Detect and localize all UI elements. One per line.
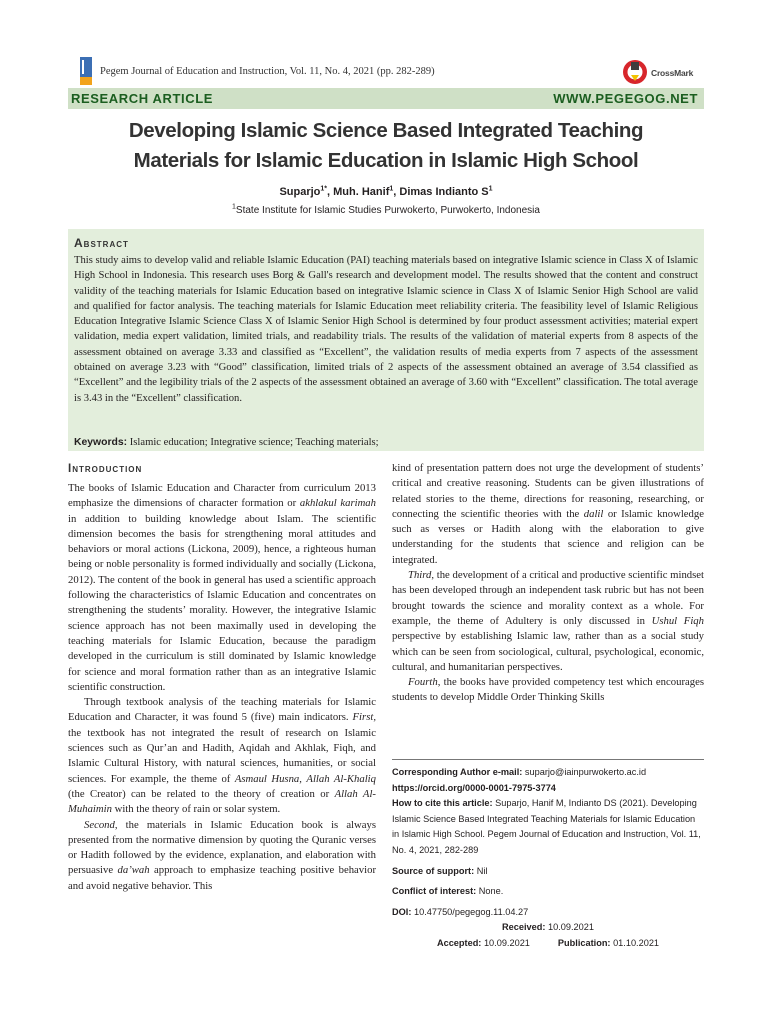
how-to-cite-text: Suparjo, Hanif M, Indianto DS (2021). Developing Islamic Science Based Integrated Teaching Materials for Islamic Education in Islamic High School. Pegem Journal of Education and Instruction, Vol. 11, No. 4, 2021, 282-289 bbox=[392, 798, 701, 855]
doi-link[interactable]: 10.47750/pegegog.11.04.27 bbox=[413, 906, 529, 917]
text-run: perspective by establishing Islamic law, rather than as a social study which can be seen from sociological, cultural, psychological, economic, cultural, and humanitarian perspectives. bbox=[392, 630, 704, 673]
publication-group bbox=[558, 936, 659, 952]
introduction-heading: Introduction bbox=[68, 463, 143, 475]
crossmark-icon bbox=[622, 59, 648, 85]
affiliation-marker: 1 bbox=[232, 203, 236, 211]
accepted-group bbox=[437, 936, 530, 952]
text-run: , the books have provided competency test which encourages students to develop Middle Order Thinking Skills bbox=[392, 676, 704, 704]
text-run: (the Creator) can be related to the theory of creation or bbox=[68, 787, 335, 800]
italic-term: akhlakul karimah bbox=[299, 497, 376, 510]
italic-term: Allah Al-Muhaimin bbox=[68, 787, 376, 816]
journal-header bbox=[68, 57, 704, 87]
accepted-label: Accepted: bbox=[436, 937, 482, 948]
text-run: or Islamic knowledge such as verses or Hadith along with the elaboration to give understanding for the students that science and religion can be integrated. bbox=[392, 507, 704, 566]
author-3-marker: 1 bbox=[488, 185, 493, 193]
italic-term: Asmaul Husna bbox=[234, 772, 300, 785]
text-run: , the development of a critical and productive scientific mindset has been developed through an independent task rubric but has not been brought towards the science and morality context as a whole. For example, the theme of Adultery is only discussed in bbox=[392, 569, 704, 627]
doi-label: DOI: bbox=[392, 906, 412, 917]
how-to-cite-block bbox=[392, 796, 704, 858]
received-date: 10.09.2021 bbox=[548, 922, 594, 933]
accepted-publication-line bbox=[392, 936, 704, 952]
text-run: , the materials in Islamic Education book is always presented from the normative dimension by quoting the Quranic verses or Hadith followed by the evidence, explanation, and elaboration with persuasive bbox=[68, 818, 376, 877]
publication-label: Publication: bbox=[557, 937, 611, 948]
corresponding-author-line bbox=[392, 765, 704, 781]
paper-title-line-2: Materials for Islamic Education in Islamic High School bbox=[133, 149, 639, 172]
text-run: Through textbook analysis of the teaching materials for Islamic Education and Character, it was found 5 (five) main indicators. bbox=[68, 696, 376, 724]
received-label: Received: bbox=[502, 922, 546, 933]
italic-term: dalil bbox=[583, 507, 604, 520]
corresponding-author-email[interactable]: suparjo@iainpurwokerto.ac.id bbox=[524, 767, 647, 777]
article-type-label: RESEARCH ARTICLE bbox=[71, 91, 214, 106]
keywords-text: Islamic education; Integrative science; Teaching materials; bbox=[129, 437, 379, 448]
text-run: with the theory of rain or solar system. bbox=[111, 803, 281, 816]
text-run: the textbook has not integrated the result of research on Islamic sciences such as Qur’an and Hadith, Aqidah and Akhlak, Fiqh, and Islamic Cultural History, with natural sciences, humanities, or social sciences. For example, the theme of bbox=[68, 726, 376, 785]
text-run: kind of presentation pattern does not urge the development of students’ critical and creative reasoning. Students can be given illustrations of related stories to the theme, directions for reasoning, researching, or connecting the scientific theories with the bbox=[392, 462, 704, 520]
keywords-line bbox=[74, 437, 698, 448]
italic-term: Second bbox=[84, 818, 115, 831]
intro-paragraph-1 bbox=[68, 481, 376, 695]
author-2: , Muh. Hanif bbox=[327, 186, 390, 198]
text-run: The books of Islamic Education and Character from curriculum 2013 emphasize the dimensions of character formation or bbox=[68, 482, 376, 510]
author-list bbox=[68, 186, 704, 198]
paper-title bbox=[68, 116, 704, 176]
text-run: in addition to building knowledge about Islam. The scientific dimension becomes the basis for strengthening moral attitudes and behaviors or moral actions (Lickona, 2009), hence, a righteous human being or noble personality is formed individually and socially (Lickona, 2012). The content of the book in general has used a scientific approach following the characteristics of Islamic Education and concentrates on strengthening the students’ morality. However, the integrative Islamic science approach has not been maximally used in developing the teaching materials for Islamic Education, because the paradigm developed in the curriculum is still dominated by Islamic knowledge for science and moral formation rather than as an integrative Islamic scientific construction. bbox=[68, 512, 376, 693]
body-column-left bbox=[68, 461, 376, 894]
accepted-date: 10.09.2021 bbox=[483, 937, 530, 948]
affiliation-text: State Institute for Islamic Studies Purwokerto, Purwokerto, Indonesia bbox=[235, 205, 540, 216]
doi-line bbox=[392, 905, 704, 921]
paper-title-line-1: Developing Islamic Science Based Integrated Teaching bbox=[128, 119, 644, 142]
conflict-of-interest-line bbox=[392, 884, 704, 900]
affiliation bbox=[68, 205, 704, 216]
text-run: , bbox=[299, 772, 307, 785]
italic-term: First, bbox=[352, 711, 376, 724]
publication-date: 01.10.2021 bbox=[613, 937, 660, 948]
article-type-banner bbox=[68, 88, 704, 109]
italic-term: Fourth bbox=[408, 676, 438, 689]
conflict-of-interest-value: None. bbox=[478, 886, 504, 897]
journal-website-link[interactable]: WWW.PEGEGOG.NET bbox=[553, 91, 698, 106]
crossmark-badge[interactable] bbox=[622, 59, 700, 85]
how-to-cite-label: How to cite this article: bbox=[392, 798, 493, 809]
intro-paragraph-2 bbox=[68, 695, 376, 817]
article-info-block bbox=[392, 765, 704, 952]
pegem-logo-icon bbox=[80, 57, 92, 85]
italic-term: da’wah bbox=[117, 864, 150, 877]
keywords-label: Keywords: bbox=[74, 437, 128, 448]
italic-term: Allah Al-Khaliq bbox=[306, 772, 376, 785]
conflict-of-interest-label: Conflict of interest: bbox=[392, 886, 477, 897]
author-3: , Dimas Indianto S bbox=[393, 186, 489, 198]
abstract-heading: Abstract bbox=[74, 236, 129, 250]
text-run: approach to emphasize teaching positive behavior and avoid negative behavior. This bbox=[68, 864, 377, 892]
received-line bbox=[392, 920, 704, 936]
journal-citation-line: Pegem Journal of Education and Instruction, Vol. 11, No. 4, 2021 (pp. 282-289) bbox=[100, 66, 435, 77]
intro-paragraph-3 bbox=[68, 818, 376, 894]
italic-term: Ushul Fiqh bbox=[651, 614, 704, 627]
source-of-support-label: Source of support: bbox=[392, 865, 475, 876]
source-of-support-line bbox=[392, 864, 704, 880]
italic-term: Third bbox=[408, 569, 432, 582]
abstract-section bbox=[68, 229, 704, 451]
author-1-marker: 1* bbox=[320, 185, 328, 193]
author-1: Suparjo bbox=[279, 186, 321, 198]
article-info-divider bbox=[392, 759, 704, 760]
intro-paragraph-4 bbox=[392, 461, 704, 568]
crossmark-label: CrossMark bbox=[651, 68, 694, 78]
intro-paragraph-5 bbox=[392, 568, 704, 675]
corresponding-author-label: Corresponding Author e-mail: bbox=[392, 767, 523, 777]
author-2-marker: 1 bbox=[389, 185, 394, 193]
body-column-right bbox=[392, 461, 704, 706]
intro-paragraph-6 bbox=[392, 675, 704, 706]
orcid-link[interactable]: https://orcid.org/0000-0001-7975-3774 bbox=[392, 782, 556, 793]
source-of-support-value: Nil bbox=[476, 865, 488, 876]
abstract-body: This study aims to develop valid and reliable Islamic Education (PAI) teaching materials based on integrative Islamic science in Class X of Islamic High School in Indonesia. This research uses Borg & Gall's research and development model. The results showed that the content and construct validity of the teaching materials for Islamic Education based on integrative Islamic science in Class X of Islamic Senior High School are valid and qualified for factor analysis. The teaching materials for Islamic Education meet reliability criteria. The feasibility level of Islamic Religious Education Integrative Islamic Science Class X of Islamic Senior High School is determined by four product assessment activities; material expert validation, media expert validation, limited trials, and readability trials. The results of the validation of material experts from 8 aspects of the assessment obtained on average 3.33 and classified as “Excellent”, the validation results of media experts from 7 aspects of the assessment obtained on average 3.23 with “Good” classification, limited trials of 2 aspects of the assessment obtained an average of 3.54 classified as “Excellent” and the legibility trials of the 2 aspects of the assessment obtained an average of 3.60 with “Excellent” classification. The total average is 3.43 in the “Excellent” classification. bbox=[74, 255, 698, 404]
